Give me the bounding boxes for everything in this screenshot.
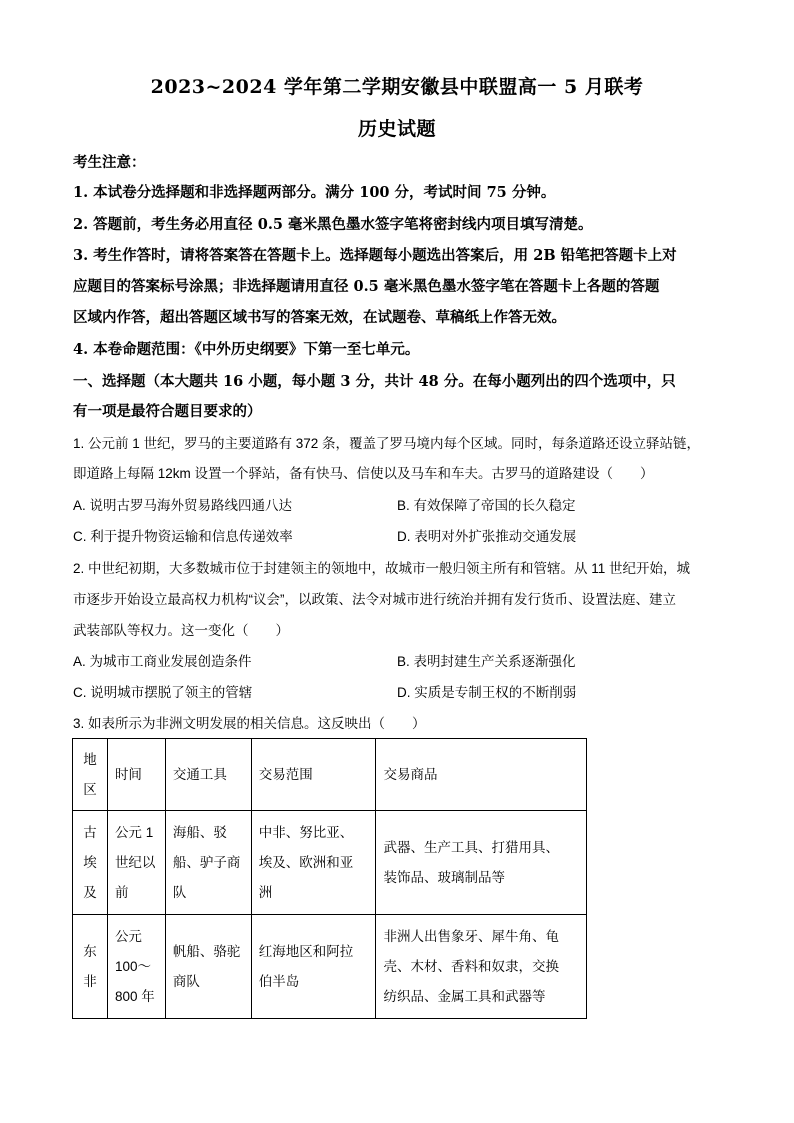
notice-heading: 考生注意： [73,154,146,171]
notice-line: 区域内作答，超出答题区域书写的答案无效，在试题卷、草稿纸上作答无效。 [73,309,566,326]
cell-line: 船、驴子商 [172,854,241,870]
question-1-option-b: B. 有效保障了帝国的长久稳定 [397,498,576,513]
cell-line: 及 [83,884,97,900]
cell-line: 公元 [114,928,142,944]
header-goods: 交易商品 [376,739,587,811]
cell-transport [165,811,251,915]
cell-region [73,811,108,915]
cell-goods [376,915,587,1019]
question-2-stem: 市逐步开始设立最高权力机构“议会”，以政策、法令对城市进行统治并拥有发行货币、设置法庭、建立 [73,592,676,607]
cell-line: 商队 [172,973,200,989]
cell-line: 壳、木材、香料和奴隶，交换 [383,958,559,974]
exam-subject: 历史试题 [357,118,436,140]
cell-region [73,915,108,1019]
cell-line: 埃及、欧洲和亚 [258,854,354,870]
cell-time [107,811,165,915]
table-row [73,811,587,915]
header-transport: 交通工具 [165,739,251,811]
cell-line: 非 [83,973,97,989]
cell-line: 中非、努比亚、 [258,824,354,840]
notice-line: 4. 本卷命题范围：《中外历史纲要》下第一至七单元。 [73,341,420,358]
cell-line: 古 [83,824,97,840]
cell-range [251,811,376,915]
cell-line: 帆船、骆驼 [172,943,241,959]
cell-goods [376,811,587,915]
cell-line: 800 年 [114,988,155,1004]
question-2-option-d: D. 实质是专制王权的不断削弱 [397,685,577,700]
cell-line: 埃 [83,854,97,870]
question-2-option-a: A. 为城市工商业发展创造条件 [73,654,252,669]
cell-line: 海船、驳 [172,824,227,840]
cell-line: 装饰品、玻璃制品等 [383,869,505,885]
cell-line: 洲 [258,884,273,900]
header-range: 交易范围 [251,739,376,811]
cell-line: 非洲人出售象牙、犀牛角、龟 [383,928,559,944]
question-2-option-b: B. 表明封建生产关系逐渐强化 [397,654,576,669]
cell-line: 武器、生产工具、打猎用具、 [383,839,559,855]
cell-line: 东 [83,943,97,959]
africa-civilization-table [72,738,587,1019]
cell-line: 100～ [114,958,151,974]
cell-time [107,915,165,1019]
cell-line: 公元 1 [114,824,154,840]
question-1-option-d: D. 表明对外扩张推动交通发展 [397,529,577,544]
section-heading: 一、选择题（本大题共 16 小题，每小题 3 分，共计 48 分。在每小题列出的四个选项中，只 [73,373,676,390]
table-row [73,915,587,1019]
cell-line: 前 [114,884,129,900]
notice-line: 3. 考生作答时，请将答案答在答题卡上。选择题每小题选出答案后，用 2B 铅笔把答题卡上对 [73,247,677,264]
cell-range [251,915,376,1019]
question-1-option-a: A. 说明古罗马海外贸易路线四通八达 [73,498,293,513]
section-heading: 有一项是最符合题目要求的） [73,403,262,420]
cell-line: 纺织品、金属工具和武器等 [383,988,546,1004]
cell-transport [165,915,251,1019]
cell-line: 伯半岛 [258,973,300,989]
question-1-stem: 1. 公元前 1 世纪，罗马的主要道路有 372 条，覆盖了罗马境内每个区域。同时，每条道路还设立驿站链， [73,436,701,451]
header-region-line: 区 [83,781,97,797]
question-2-stem: 2. 中世纪初期，大多数城市位于封建领主的领地中，故城市一般归领主所有和管辖。从 11 世纪开始，城 [73,561,691,576]
notice-line: 1. 本试卷分选择题和非选择题两部分。满分 100 分，考试时间 75 分钟。 [73,184,556,201]
header-region [73,739,108,811]
question-1-stem: 即道路上每隔 12km 设置一个驿站，备有快马、信使以及马车和车夫。古罗马的道路建设（ ） [73,466,654,481]
notice-line: 应题目的答案标号涂黑；非选择题请用直径 0.5 毫米黑色墨水签字笔在答题卡上各题的答题 [73,278,660,295]
table-header-row [73,739,587,811]
header-time: 时间 [107,739,165,811]
question-2-option-c: C. 说明城市摆脱了领主的管辖 [73,685,253,700]
question-2-stem: 武装部队等权力。这一变化（ ） [73,623,289,638]
question-1-option-c: C. 利于提升物资运输和信息传递效率 [73,529,293,544]
question-3-stem: 3. 如表所示为非洲文明发展的相关信息。这反映出（ ） [73,716,426,731]
notice-line: 2. 答题前，考生务必用直径 0.5 毫米黑色墨水签字笔将密封线内项目填写清楚。 [73,216,593,233]
cell-line: 红海地区和阿拉 [258,943,354,959]
header-region-line: 地 [83,751,97,767]
cell-line: 世纪以 [114,854,156,870]
cell-line: 队 [172,884,187,900]
exam-title: 2023~2024 学年第二学期安徽县中联盟高一 5 月联考 [150,76,644,98]
